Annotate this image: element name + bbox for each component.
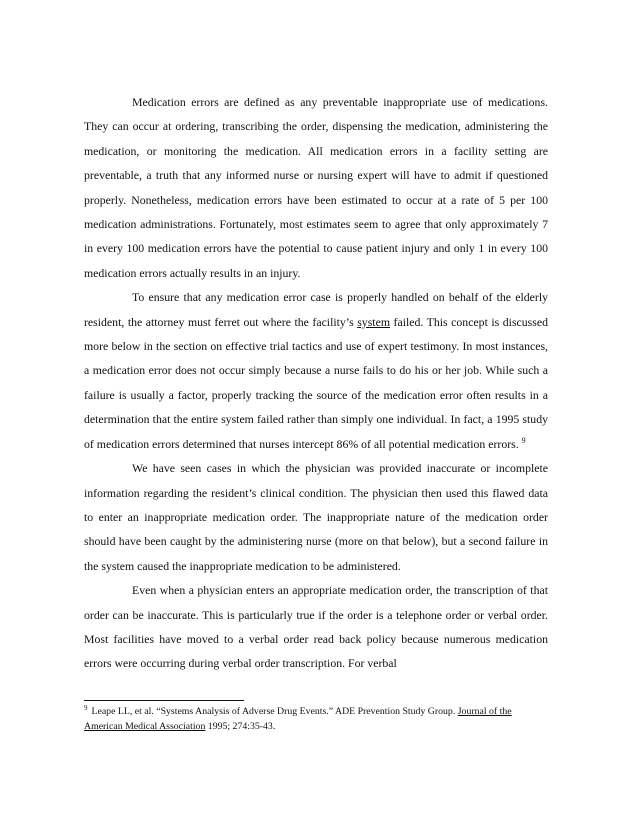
- paragraph-text: To ensure that any medication error case is properly handled on behalf of the elderly resident, the attorney must ferret out where the facility’s: [84, 290, 548, 329]
- body-text: [84, 90, 548, 676]
- paragraph-text: failed. This concept is discussed more below in the section on effective trial tactics and use of expert testimony. In most instances, a medication error does not occur simply because a nurse fails to do his or her job. While such a failure is usually a factor, properly tracking the source of the medication error often results in a determination that the entire system failed rather than simply one individual. In fact, a 1995 study of medication errors determined that nurses intercept 86% of all potential medication errors.: [84, 314, 548, 451]
- footnote-number: 9: [84, 703, 88, 712]
- paragraph-medication-errors-defined: Medication errors are defined as any preventable inappropriate use of medications. They can occur at ordering, transcribing the order, dispensing the medication, administering the medication, or monitoring the medication. All medication errors in a facility setting are preventable, a truth that any informed nurse or nursing expert will have to admit if questioned properly. Nonetheless, medication errors have been estimated to occur at a rate of 5 per 100 medication administrations. Fortunately, most estimates seem to agree that only approximately 7 in every 100 medication errors have the potential to cause patient injury and only 1 in every 100 medication errors actually results in an injury.: [84, 95, 548, 280]
- footnote-text: Leape LL, et al. “Systems Analysis of Adverse Drug Events.” ADE Prevention Study Group.: [91, 706, 458, 717]
- footnote-divider: [84, 700, 244, 701]
- footnote-reference: 9: [521, 435, 526, 445]
- footnote-text: 1995; 274:35-43.: [205, 721, 276, 733]
- underlined-word-system: system: [357, 314, 390, 329]
- paragraph-ensure-case-handled: [84, 285, 548, 456]
- paragraph-physician-inaccurate-info: We have seen cases in which the physician was provided inaccurate or incomplete information regarding the resident’s clinical condition. The physician then used this flawed data to enter an inappropriate medication order. The inappropriate nature of the medication order should have been caught by the administering nurse (more on that below), but a second failure in the system caused the inappropriate medication to be administered.: [84, 461, 548, 573]
- footnote-journal-title: Journal of the American Medical Association: [84, 706, 512, 733]
- footnote: [84, 704, 548, 734]
- paragraph-transcription: Even when a physician enters an appropriate medication order, the transcription of that order can be inaccurate. This is particularly true if the order is a telephone order or verbal order. Most facilities have moved to a verbal order read back policy because numerous medication errors were occurring during verbal order transcription. For verbal: [84, 583, 548, 671]
